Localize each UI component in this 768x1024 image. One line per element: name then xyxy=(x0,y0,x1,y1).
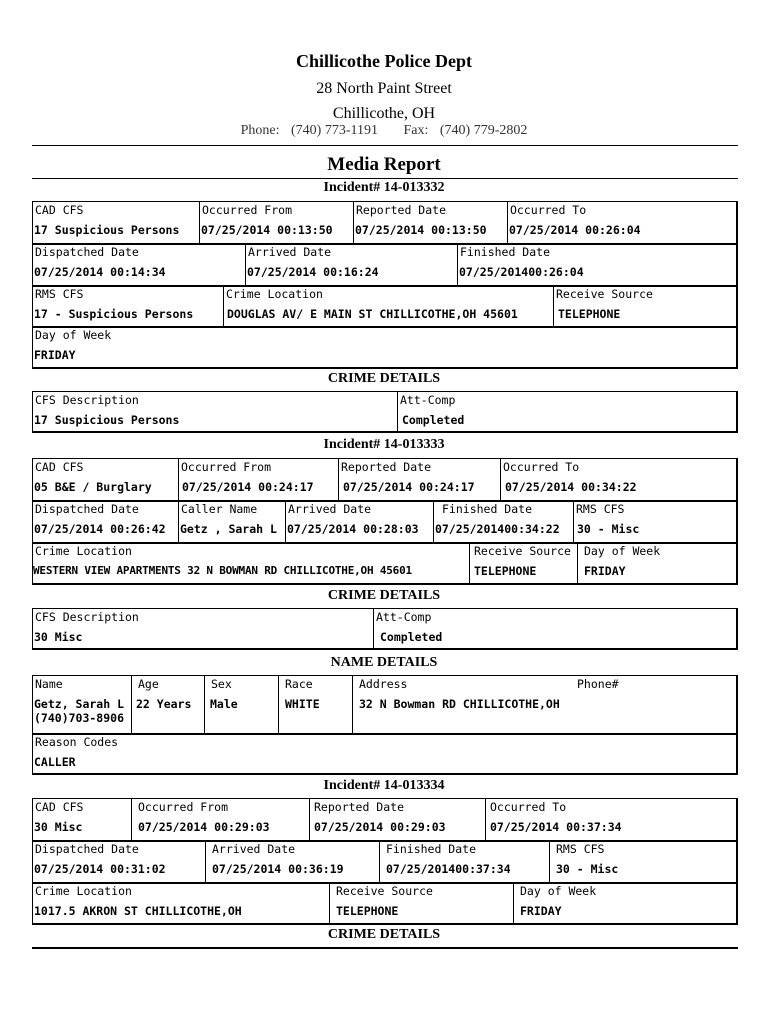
finished-date-value: 07/25/201400:37:34 xyxy=(386,862,511,876)
dispatched-date-label: Dispatched Date xyxy=(35,842,139,856)
arrived-date-value: 07/25/2014 00:28:03 xyxy=(287,522,419,536)
section-divider xyxy=(32,947,738,949)
reported-date-value: 07/25/2014 00:13:50 xyxy=(355,223,487,237)
occurred-to-label: Occurred To xyxy=(510,203,587,217)
rms-cfs-value: 30 - Misc xyxy=(556,862,619,876)
crime-details-heading: CRIME DETAILS xyxy=(327,371,441,386)
occurred-to-value: 07/25/2014 00:34:22 xyxy=(505,480,637,494)
reported-date-value: 07/25/2014 00:24:17 xyxy=(343,480,475,494)
occurred-from-label: Occurred From xyxy=(181,460,272,474)
cad-cfs-label: CAD CFS xyxy=(35,203,84,217)
cfs-description-label: CFS Description xyxy=(35,610,139,624)
arrived-date-label: Arrived Date xyxy=(212,842,296,856)
day-of-week-label: Day of Week xyxy=(35,328,112,342)
reported-date-label: Reported Date xyxy=(356,203,447,217)
occurred-from-value: 07/25/2014 00:24:17 xyxy=(182,480,314,494)
name-label: Name xyxy=(35,677,63,691)
caller-name-label: Caller Name xyxy=(181,502,258,516)
crime-location-value: 1017.5 AKRON ST CHILLICOTHE,OH xyxy=(34,904,242,918)
incident-title: Incident# 14-013334 xyxy=(323,778,445,793)
department-name: Chillicothe Police Dept xyxy=(296,51,472,71)
cad-cfs-value: 05 B&E / Burglary xyxy=(34,480,152,494)
occurred-to-value: 07/25/2014 00:26:04 xyxy=(509,223,641,237)
occurred-from-label: Occurred From xyxy=(202,203,293,217)
reported-date-value: 07/25/2014 00:29:03 xyxy=(314,820,446,834)
occurred-to-label: Occurred To xyxy=(490,800,567,814)
title-divider xyxy=(32,178,738,179)
arrived-date-label: Arrived Date xyxy=(248,245,332,259)
crime-location-value: DOUGLAS AV/ E MAIN ST CHILLICOTHE,OH 45601 xyxy=(227,307,518,321)
cad-cfs-label: CAD CFS xyxy=(35,460,84,474)
att-comp-value: Completed xyxy=(380,630,443,644)
crime-details-heading: CRIME DETAILS xyxy=(327,588,441,603)
age-label: Age xyxy=(138,677,159,691)
crime-location-value: WESTERN VIEW APARTMENTS 32 N BOWMAN RD CHILLICOTHE,OH 45601 xyxy=(33,564,412,577)
cfs-description-value: 17 Suspicious Persons xyxy=(34,413,180,427)
dispatched-date-value: 07/25/2014 00:26:42 xyxy=(34,522,166,536)
finished-date-value: 07/25/201400:26:04 xyxy=(459,265,584,279)
finished-date-label: Finished Date xyxy=(386,842,477,856)
day-of-week-value: FRIDAY xyxy=(584,564,626,578)
incident-title: Incident# 14-013332 xyxy=(323,180,445,195)
arrived-date-label: Arrived Date xyxy=(288,502,372,516)
reported-date-label: Reported Date xyxy=(341,460,432,474)
address-value: 32 N Bowman RD CHILLICOTHE,OH xyxy=(359,697,560,711)
sex-value: Male xyxy=(210,697,238,711)
occurred-from-value: 07/25/2014 00:13:50 xyxy=(201,223,333,237)
phone-label: Phone# xyxy=(577,677,619,691)
name-value: Getz, Sarah L xyxy=(34,697,125,711)
cfs-description-value: 30 Misc xyxy=(34,630,83,644)
incident-summary-box xyxy=(32,458,738,585)
cfs-description-label: CFS Description xyxy=(35,393,139,407)
dispatched-date-value: 07/25/2014 00:31:02 xyxy=(34,862,166,876)
day-of-week-value: FRIDAY xyxy=(520,904,562,918)
day-of-week-value: FRIDAY xyxy=(34,348,76,362)
age-value: 22 Years xyxy=(136,697,192,711)
receive-source-label: Receive Source xyxy=(336,884,433,898)
header-divider xyxy=(32,145,738,146)
contact-line xyxy=(0,122,768,140)
reason-codes-value: CALLER xyxy=(34,755,76,769)
department-city: Chillicothe, OH xyxy=(332,105,436,122)
crime-location-label: Crime Location xyxy=(226,287,323,301)
occurred-to-value: 07/25/2014 00:37:34 xyxy=(490,820,622,834)
occurred-from-value: 07/25/2014 00:29:03 xyxy=(138,820,270,834)
fax-number: (740) 779-2802 xyxy=(439,123,528,138)
report-title: Media Report xyxy=(327,154,441,175)
receive-source-value: TELEPHONE xyxy=(474,564,537,578)
crime-location-label: Crime Location xyxy=(35,884,132,898)
arrived-date-value: 07/25/2014 00:36:19 xyxy=(212,862,344,876)
sex-label: Sex xyxy=(211,677,232,691)
receive-source-value: TELEPHONE xyxy=(336,904,399,918)
reason-codes-label: Reason Codes xyxy=(35,735,119,749)
cad-cfs-value: 17 Suspicious Persons xyxy=(34,223,180,237)
receive-source-value: TELEPHONE xyxy=(558,307,621,321)
rms-cfs-label: RMS CFS xyxy=(556,842,605,856)
receive-source-label: Receive Source xyxy=(474,544,571,558)
race-value: WHITE xyxy=(285,697,320,711)
att-comp-value: Completed xyxy=(402,413,465,427)
crime-details-box xyxy=(32,391,738,433)
day-of-week-label: Day of Week xyxy=(520,884,597,898)
dispatched-date-label: Dispatched Date xyxy=(35,245,139,259)
address-label: Address xyxy=(359,677,408,691)
arrived-date-value: 07/25/2014 00:16:24 xyxy=(247,265,379,279)
finished-date-label: Finished Date xyxy=(460,245,551,259)
dispatched-date-value: 07/25/2014 00:14:34 xyxy=(34,265,166,279)
phone-number: (740) 773-1191 xyxy=(291,123,378,138)
dispatched-date-label: Dispatched Date xyxy=(35,502,139,516)
department-street: 28 North Paint Street xyxy=(316,80,452,97)
day-of-week-label: Day of Week xyxy=(584,544,661,558)
race-label: Race xyxy=(285,677,313,691)
att-comp-label: Att-Comp xyxy=(400,393,456,407)
rms-cfs-label: RMS CFS xyxy=(35,287,84,301)
crime-details-heading: CRIME DETAILS xyxy=(327,927,441,942)
occurred-to-label: Occurred To xyxy=(503,460,580,474)
name-phone-value: (740)703-8906 xyxy=(34,711,125,725)
rms-cfs-value: 30 - Misc xyxy=(577,522,640,536)
occurred-from-label: Occurred From xyxy=(138,800,229,814)
att-comp-label: Att-Comp xyxy=(376,610,432,624)
finished-date-label: Finished Date xyxy=(442,502,533,516)
name-details-heading: NAME DETAILS xyxy=(330,655,438,670)
caller-name-value: Getz , Sarah L xyxy=(180,522,277,536)
receive-source-label: Receive Source xyxy=(556,287,653,301)
rms-cfs-value: 17 - Suspicious Persons xyxy=(34,307,194,321)
finished-date-value: 07/25/201400:34:22 xyxy=(435,522,560,536)
cad-cfs-value: 30 Misc xyxy=(34,820,83,834)
incident-summary-box xyxy=(32,798,738,925)
crime-details-box xyxy=(32,608,738,650)
phone-label: Phone: xyxy=(240,123,280,138)
cad-cfs-label: CAD CFS xyxy=(35,800,84,814)
incident-title: Incident# 14-013333 xyxy=(323,437,445,452)
name-details-box xyxy=(32,675,738,775)
reported-date-label: Reported Date xyxy=(314,800,405,814)
crime-location-label: Crime Location xyxy=(35,544,132,558)
fax-label: Fax: xyxy=(403,123,429,138)
incident-summary-box xyxy=(32,201,738,369)
rms-cfs-label: RMS CFS xyxy=(576,502,625,516)
